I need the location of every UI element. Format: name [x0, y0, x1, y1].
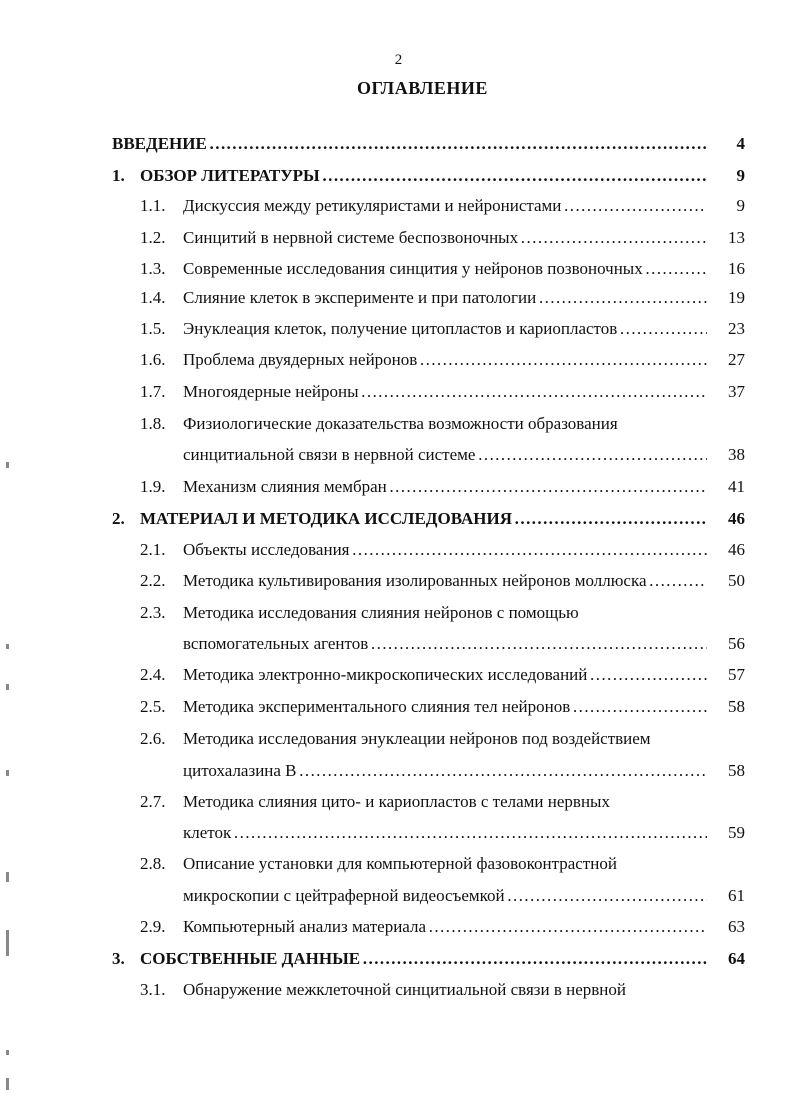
toc-entry-number: 2.2. [140, 571, 166, 590]
toc-entry-page: 46 [728, 540, 745, 559]
toc-entry-page: 56 [728, 634, 745, 653]
toc-entry-2-1 [140, 537, 745, 563]
toc-leader [507, 886, 707, 906]
toc-entry-text: цитохалазина B [183, 761, 297, 780]
toc-leader [419, 350, 707, 370]
toc-leader [514, 509, 707, 529]
toc-leader [389, 477, 707, 497]
toc-leader [563, 196, 707, 216]
toc-entry-number: 2.9. [140, 917, 166, 936]
toc-entry-number: 2.1. [140, 540, 166, 559]
toc-entry-text: Механизм слияния мембран [183, 477, 387, 496]
toc-entry-text: Обнаружение межклеточной синцитиальной связи в нервной [183, 980, 626, 999]
toc-entry-number: 2. [112, 509, 125, 528]
toc-entry-chapter-1 [112, 163, 745, 189]
toc-entry-number: 1. [112, 166, 125, 185]
toc-entry-2-6-cont [183, 758, 745, 784]
toc-entry-page: 13 [728, 228, 745, 247]
toc-entry-text: Методика экспериментального слияния тел нейронов [183, 697, 571, 716]
toc-entry-text: Компьютерный анализ материала [183, 917, 427, 936]
toc-entry-number: 2.5. [140, 697, 166, 716]
toc-entry-number: 1.3. [140, 259, 166, 278]
toc-entry-number: 2.6. [140, 729, 166, 748]
toc-entry-text: Современные исследования синцития у нейронов позвоночных [183, 259, 643, 278]
toc-entry-number: 1.8. [140, 414, 166, 433]
toc-leader [362, 949, 707, 969]
toc-leader [645, 259, 707, 279]
toc-entry-text: Методика слияния цито- и кариопластов с телами нервных [183, 792, 610, 811]
toc-entry-number: 1.4. [140, 288, 166, 307]
toc-leader [428, 917, 707, 937]
toc-entry-1-2 [140, 225, 745, 251]
toc-entry-number: 3.1. [140, 980, 166, 999]
toc-entry-3-1 [140, 977, 709, 1003]
scan-mark [6, 684, 9, 690]
toc-entry-text: ОБЗОР ЛИТЕРАТУРЫ [140, 166, 320, 185]
toc-entry-number: 1.2. [140, 228, 166, 247]
toc-entry-page: 59 [728, 823, 745, 842]
toc-leader [572, 697, 707, 717]
toc-entry-page: 19 [728, 288, 745, 307]
toc-entry-page: 58 [728, 697, 745, 716]
toc-entry-page: 61 [728, 886, 745, 905]
toc-entry-text: Методика исследования слияния нейронов с помощью [183, 603, 579, 622]
page-number: 2 [394, 52, 403, 68]
toc-entry-text: Слияние клеток в эксперименте и при патологии [183, 288, 537, 307]
toc-entry-number: 1.1. [140, 196, 166, 215]
toc-entry-text: Проблема двуядерных нейронов [183, 350, 418, 369]
toc-leader [520, 228, 707, 248]
toc-entry-page: 46 [728, 509, 745, 528]
toc-entry-text: СОБСТВЕННЫЕ ДАННЫЕ [140, 949, 361, 968]
scan-mark [6, 1050, 9, 1055]
toc-entry-1-1 [140, 193, 745, 219]
toc-leader [538, 288, 707, 308]
toc-entry-intro [112, 131, 745, 157]
toc-entry-2-3-cont [183, 631, 745, 657]
toc-entry-text: Описание установки для компьютерной фазовоконтрастной [183, 854, 617, 873]
toc-entry-2-9 [140, 914, 745, 940]
scan-mark [6, 1078, 9, 1090]
toc-entry-page: 41 [728, 477, 745, 496]
toc-leader [477, 445, 707, 465]
toc-entry-1-8 [140, 411, 709, 437]
toc-leader [351, 540, 707, 560]
toc-entry-text: Энуклеация клеток, получение цитопластов и кариопластов [183, 319, 618, 338]
toc-entry-number: 1.6. [140, 350, 166, 369]
toc-entry-number: 2.3. [140, 603, 166, 622]
toc-entry-1-9 [140, 474, 745, 500]
toc-entry-page: 27 [728, 350, 745, 369]
toc-entry-1-8-cont [183, 442, 745, 468]
toc-entry-2-8 [140, 851, 709, 877]
toc-entry-chapter-2 [112, 506, 745, 532]
toc-entry-2-3 [140, 600, 709, 626]
toc-entry-text: вспомогательных агентов [183, 634, 369, 653]
toc-entry-text: микроскопии с цейтраферной видеосъемкой [183, 886, 505, 905]
toc-entry-text: клеток [183, 823, 232, 842]
toc-entry-1-5 [140, 316, 745, 342]
toc-entry-2-7 [140, 789, 709, 815]
toc-entry-number: 2.4. [140, 665, 166, 684]
scan-mark [6, 770, 9, 776]
toc-leader [233, 823, 707, 843]
toc-entry-number: 2.7. [140, 792, 166, 811]
toc-entry-chapter-3 [112, 946, 745, 972]
toc-entry-text: Методика электронно-микроскопических исследований [183, 665, 588, 684]
toc-entry-page: 63 [728, 917, 745, 936]
toc-entry-page: 58 [728, 761, 745, 780]
toc-entry-text: Методика культивирования изолированных нейронов моллюска [183, 571, 647, 590]
toc-entry-page: 4 [736, 134, 745, 153]
page-title: ОГЛАВЛЕНИЕ [357, 78, 488, 98]
toc-entry-number: 1.5. [140, 319, 166, 338]
toc-entry-page: 57 [728, 665, 745, 684]
toc-entry-page: 50 [728, 571, 745, 590]
toc-entry-number: 3. [112, 949, 125, 968]
toc-entry-text: Физиологические доказательства возможности образования [183, 414, 618, 433]
toc-entry-text: МАТЕРИАЛ И МЕТОДИКА ИССЛЕДОВАНИЯ [140, 509, 512, 528]
toc-entry-2-4 [140, 662, 745, 688]
toc-entry-page: 37 [728, 382, 745, 401]
toc-entry-number: 1.7. [140, 382, 166, 401]
toc-entry-page: 9 [736, 196, 745, 215]
toc-entry-text: синцитиальной связи в нервной системе [183, 445, 476, 464]
toc-entry-2-6 [140, 726, 709, 752]
toc-entry-2-8-cont [183, 883, 745, 909]
toc-entry-1-4 [140, 285, 745, 311]
toc-leader [361, 382, 707, 402]
scan-mark [6, 872, 9, 882]
toc-leader [619, 319, 707, 339]
toc-leader [370, 634, 707, 654]
toc-entry-page: 23 [728, 319, 745, 338]
toc-entry-text: Синцитий в нервной системе беспозвоночных [183, 228, 519, 247]
scan-mark [6, 462, 9, 468]
toc-entry-text: ВВЕДЕНИЕ [112, 134, 207, 153]
toc-entry-text: Методика исследования энуклеации нейронов под воздействием [183, 729, 651, 748]
toc-entry-1-3 [140, 256, 745, 282]
scan-mark [6, 644, 9, 649]
toc-entry-2-5 [140, 694, 745, 720]
toc-entry-page: 38 [728, 445, 745, 464]
toc-leader [589, 665, 707, 685]
toc-entry-text: Объекты исследования [183, 540, 350, 559]
toc-entry-text: Многоядерные нейроны [183, 382, 359, 401]
toc-leader [649, 571, 707, 591]
toc-entry-2-2 [140, 568, 745, 594]
toc-entry-page: 64 [728, 949, 745, 968]
toc-entry-text: Дискуссия между ретикуляристами и нейронистами [183, 196, 562, 215]
toc-leader [322, 166, 707, 186]
toc-leader [299, 761, 707, 781]
toc-entry-number: 2.8. [140, 854, 166, 873]
scan-mark [6, 930, 9, 956]
toc-entry-page: 9 [736, 166, 745, 185]
toc-leader [209, 134, 707, 154]
toc-entry-1-6 [140, 347, 745, 373]
toc-entry-2-7-cont [183, 820, 745, 846]
toc-entry-1-7 [140, 379, 745, 405]
toc-entry-page: 16 [728, 259, 745, 278]
toc-entry-number: 1.9. [140, 477, 166, 496]
